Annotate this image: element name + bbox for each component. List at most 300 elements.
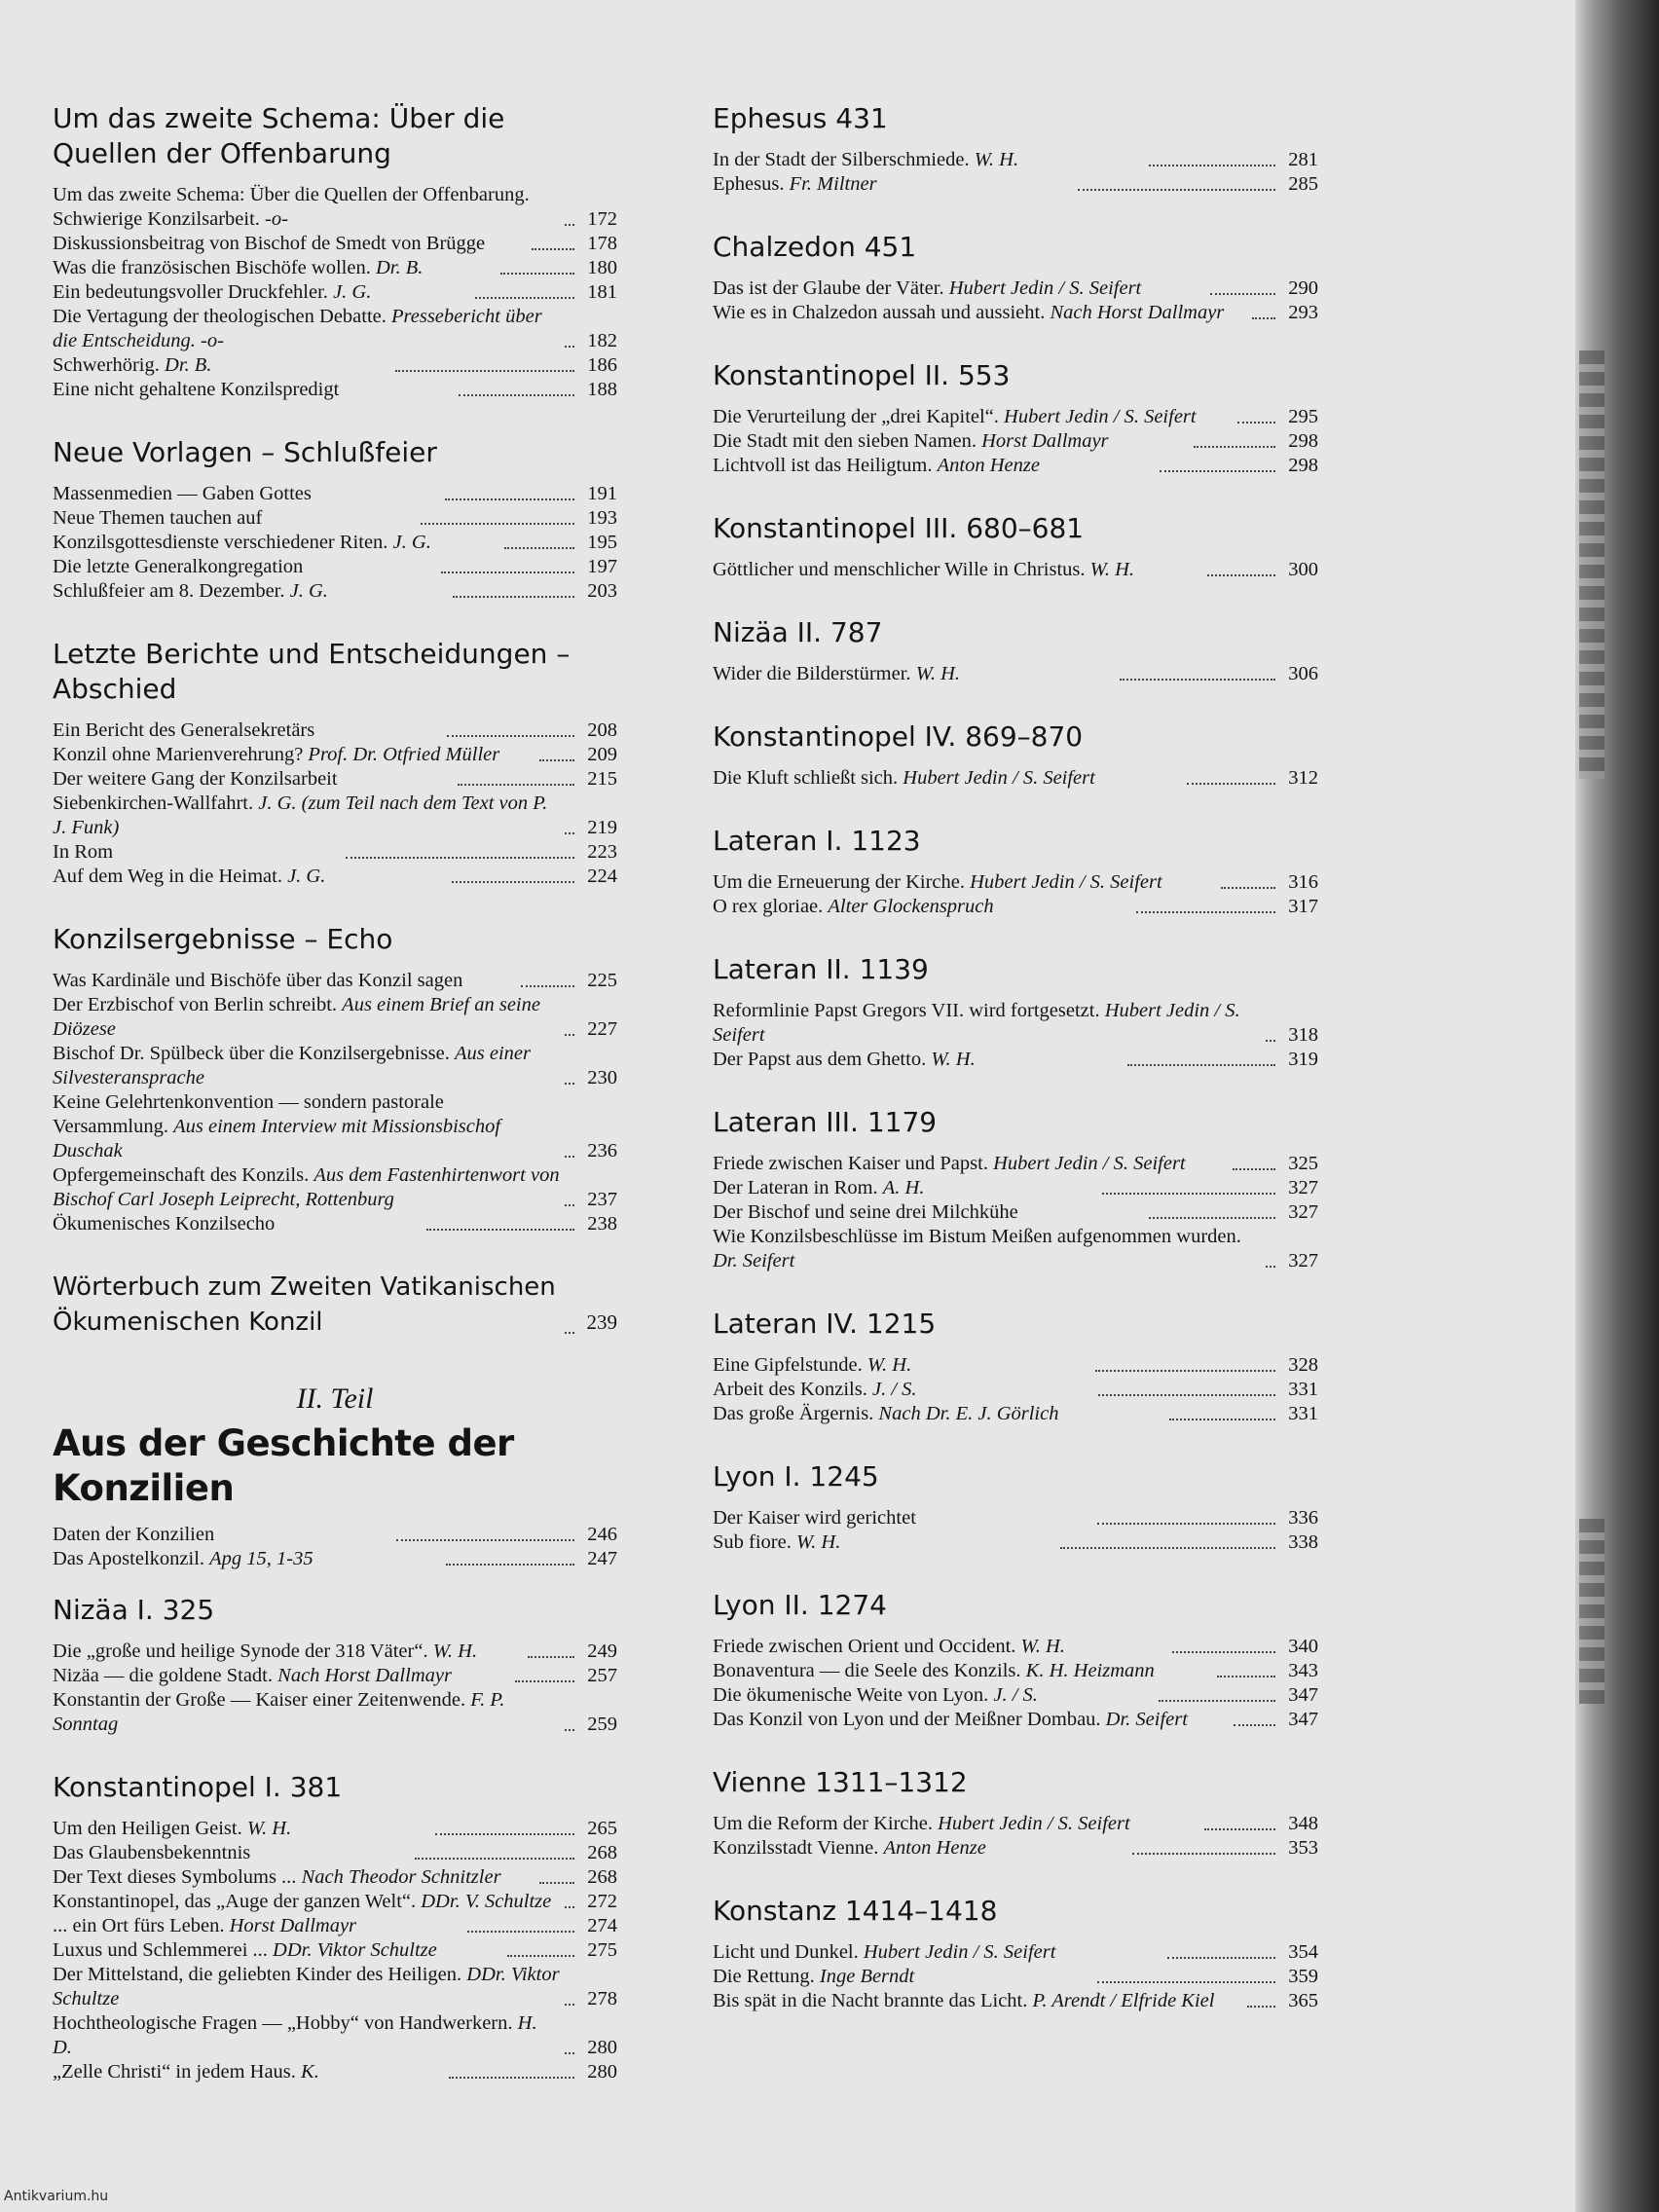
page-number: 318 xyxy=(1288,1024,1318,1046)
page-number: 347 xyxy=(1288,1709,1319,1730)
entry-author: Hubert Jedin / S. Seifert xyxy=(1004,406,1197,427)
page-number: 281 xyxy=(1288,149,1319,170)
section-heading: Lateran III. 1179 xyxy=(713,1106,938,1138)
page-number: 268 xyxy=(587,1842,617,1863)
entry-text xyxy=(713,1659,1213,1683)
page-number: 319 xyxy=(1288,1049,1319,1070)
entry-author: W. H. xyxy=(1089,559,1135,580)
toc-section xyxy=(713,1105,1318,1273)
page-number: 181 xyxy=(587,281,617,303)
toc-entry xyxy=(53,1817,617,1841)
page-number: 280 xyxy=(587,2061,618,2083)
toc-entry xyxy=(713,662,1318,686)
toc-entry xyxy=(53,183,617,232)
toc-entry xyxy=(713,1353,1318,1378)
page-number: 209 xyxy=(587,744,618,765)
leader-dots xyxy=(1149,1217,1275,1219)
entry-title: Konstantin der Große — Kaiser einer Zeitenwende. xyxy=(53,1689,466,1711)
entry-title: Der Lateran in Rom. xyxy=(713,1177,878,1198)
entry-title: Der Kaiser wird gerichtet xyxy=(713,1507,916,1529)
toc-section xyxy=(53,1593,617,1737)
leader-dots xyxy=(1266,1040,1275,1042)
entry-text xyxy=(53,531,500,555)
entry-author: K. H. Heizmann xyxy=(1025,1660,1155,1681)
entry-title: ... ein Ort fürs Leben. xyxy=(53,1915,225,1936)
page-number: 317 xyxy=(1288,896,1318,917)
toc-entry xyxy=(53,1090,617,1163)
toc-section xyxy=(713,358,1318,478)
entry-title: Friede zwischen Kaiser und Papst. xyxy=(713,1153,988,1174)
entry-text xyxy=(713,999,1262,1048)
entry-text xyxy=(713,558,1203,582)
page-number: 293 xyxy=(1288,302,1318,323)
entry-title: Bischof Dr. Spülbeck über die Konzilsergebnisse. xyxy=(53,1043,450,1064)
page-number: 331 xyxy=(1288,1403,1319,1424)
section-heading: Chalzedon 451 xyxy=(713,231,917,263)
leader-dots xyxy=(1210,293,1275,295)
page-number: 249 xyxy=(587,1641,617,1662)
entry-text xyxy=(713,1812,1200,1836)
leader-dots xyxy=(1194,446,1275,448)
page-number: 239 xyxy=(586,1310,617,1334)
entry-title: Die Kluft schließt sich. xyxy=(713,767,899,789)
leader-dots xyxy=(453,596,574,598)
page-number: 327 xyxy=(1288,1201,1318,1223)
book-spine xyxy=(1575,0,1659,2212)
entry-title: Neue Themen tauchen auf xyxy=(53,507,263,529)
leader-dots xyxy=(565,224,574,226)
page-number: 238 xyxy=(587,1213,618,1235)
toc-entry xyxy=(53,579,617,604)
entry-text xyxy=(53,1547,442,1571)
toc-entry xyxy=(713,1683,1318,1708)
page-number: 353 xyxy=(1288,1837,1319,1859)
entry-title: Auf dem Weg in die Heimat. xyxy=(53,866,282,887)
toc-entry xyxy=(713,999,1318,1048)
toc-entry xyxy=(713,1836,1318,1861)
entry-text xyxy=(53,1090,561,1163)
entry-author: DDr. Viktor Schultze xyxy=(273,1939,437,1961)
toc-section xyxy=(713,230,1318,325)
spine-lettering xyxy=(1579,1519,1604,1704)
leader-dots xyxy=(447,735,574,737)
toc-entry xyxy=(53,280,617,305)
entry-author: -o- xyxy=(265,208,288,230)
entry-text xyxy=(53,1688,561,1737)
page-number: 197 xyxy=(587,556,617,577)
toc-entry xyxy=(713,454,1318,478)
toc-entry xyxy=(713,148,1318,172)
entry-title: Die Stadt mit den sieben Namen. xyxy=(713,430,977,452)
toc-section xyxy=(713,952,1318,1072)
entry-author: Nach Horst Dallmayr xyxy=(277,1665,452,1686)
entry-author: Dr. B. xyxy=(375,257,424,278)
leader-dots xyxy=(1167,1957,1275,1959)
entry-title: Bis spät in die Nacht brannte das Licht. xyxy=(713,1990,1028,2011)
leader-dots xyxy=(1136,911,1275,913)
page-number: 188 xyxy=(587,379,617,400)
entry-author: Aus einer Silvesteransprache xyxy=(53,1043,531,1088)
entry-title: In Rom xyxy=(53,841,114,863)
leader-dots xyxy=(1160,470,1275,472)
leader-dots xyxy=(565,1729,574,1731)
toc-section xyxy=(713,824,1318,919)
section-heading: Ephesus 431 xyxy=(713,102,888,134)
leader-dots xyxy=(565,1906,574,1908)
entry-title: Das große Ärgernis. xyxy=(713,1403,874,1424)
leader-dots xyxy=(459,394,574,396)
leader-dots xyxy=(515,1680,574,1682)
entry-text xyxy=(53,353,391,378)
entry-author: Dr. Seifert xyxy=(1105,1709,1188,1730)
entry-author: J. G. xyxy=(289,580,328,602)
page-number: 343 xyxy=(1288,1660,1319,1681)
entry-author: H. D. xyxy=(53,2012,537,2058)
leader-dots xyxy=(521,985,574,987)
toc-entry xyxy=(53,378,617,402)
entry-title: Arbeit des Konzils. xyxy=(713,1379,867,1400)
page-number: 178 xyxy=(587,233,618,254)
leader-dots xyxy=(504,547,574,549)
toc-entry xyxy=(53,1640,617,1664)
toc-entry xyxy=(713,1989,1318,2013)
entry-title: Hochtheologische Fragen — „Hobby“ von Handwerkern. xyxy=(53,2012,513,2034)
entry-title: Das Apostelkonzil. xyxy=(53,1548,205,1569)
entry-title: Ein bedeutungsvoller Druckfehler. xyxy=(53,281,328,303)
entry-author: Hubert Jedin / S. Seifert xyxy=(993,1153,1186,1174)
leader-dots xyxy=(1120,679,1275,681)
toc-entry xyxy=(53,506,617,531)
leader-dots xyxy=(507,1955,574,1957)
entry-title: Konzilsstadt Vienne. xyxy=(713,1837,879,1859)
entry-text xyxy=(53,305,561,353)
toc-entry xyxy=(713,1225,1318,1273)
entry-title: Um die Reform der Kirche. xyxy=(713,1813,933,1834)
entry-text xyxy=(713,1176,1098,1200)
entry-text xyxy=(53,1890,561,1914)
entry-title: Was Kardinäle und Bischöfe über das Konzil sagen xyxy=(53,970,463,991)
page-number: 278 xyxy=(587,1988,617,2009)
toc-entry xyxy=(53,792,617,840)
page-number: 354 xyxy=(1288,1941,1318,1963)
entry-text xyxy=(713,172,1074,197)
page-number: 316 xyxy=(1288,871,1318,893)
entry-text xyxy=(53,378,455,402)
entry-title: Konzilsgottesdienste verschiedener Riten. xyxy=(53,532,388,553)
toc-section xyxy=(713,1307,1318,1426)
entry-author: Aus einem Brief an seine Diözese xyxy=(53,994,540,1040)
entry-author: Horst Dallmayr xyxy=(229,1915,357,1936)
page-number: 365 xyxy=(1288,1990,1318,2011)
entry-text xyxy=(53,993,561,1042)
toc-section xyxy=(713,1459,1318,1555)
leader-dots xyxy=(1247,2006,1275,2008)
entry-title: Luxus und Schlemmerei ... xyxy=(53,1939,268,1961)
entry-title: Die ökumenische Weite von Lyon. xyxy=(713,1684,989,1706)
leader-dots xyxy=(1237,422,1275,424)
entry-title: Konstantinopel, das „Auge der ganzen Welt“. xyxy=(53,1891,417,1912)
entry-text xyxy=(53,969,517,993)
toc-entry xyxy=(53,555,617,579)
leader-dots xyxy=(500,273,574,275)
toc-section xyxy=(53,637,617,889)
entry-author: Hubert Jedin / S. Seifert xyxy=(938,1813,1130,1834)
page-number: 247 xyxy=(587,1548,617,1569)
page-number: 272 xyxy=(587,1891,617,1912)
leader-dots xyxy=(539,1882,574,1884)
entry-title: Der Bischof und seine drei Milchkühe xyxy=(713,1201,1018,1223)
part-title: Aus der Geschichte der Konzilien xyxy=(53,1422,514,1509)
part-label: II. Teil xyxy=(296,1382,374,1415)
page-number: 186 xyxy=(587,354,617,376)
page-number: 306 xyxy=(1288,663,1318,684)
section-heading: Letzte Berichte und Entscheidungen – Abschied xyxy=(53,638,571,705)
entry-text xyxy=(53,1865,535,1890)
page-number: 182 xyxy=(587,330,617,351)
page-number: 193 xyxy=(587,507,617,529)
leader-dots xyxy=(449,2077,574,2079)
entry-author: W. H. xyxy=(246,1818,292,1839)
entry-title: Der Mittelstand, die geliebten Kinder des Heiligen. xyxy=(53,1964,462,1985)
toc-entry xyxy=(713,870,1318,895)
page-number: 327 xyxy=(1288,1250,1318,1272)
entry-title: Um den Heiligen Geist. xyxy=(53,1818,242,1839)
entry-author: P. Arendt / Elfride Kiel xyxy=(1032,1990,1215,2011)
entry-title: Die Vertagung der theologischen Debatte. xyxy=(53,306,387,327)
page-number: 295 xyxy=(1288,406,1319,427)
page-number: 236 xyxy=(587,1140,617,1161)
toc-entry xyxy=(713,276,1318,301)
page-number: 285 xyxy=(1288,173,1319,195)
entry-text xyxy=(713,1402,1165,1426)
entry-author: Hubert Jedin / S. Seifert xyxy=(970,871,1162,893)
toc-entry xyxy=(713,558,1318,582)
leader-dots xyxy=(346,857,574,859)
entry-text xyxy=(713,1048,1124,1072)
entry-title: „Zelle Christi“ in jedem Haus. xyxy=(53,2061,296,2083)
entry-title: Die Verurteilung der „drei Kapitel“. xyxy=(713,406,999,427)
page-number: 180 xyxy=(587,257,617,278)
page-number: 246 xyxy=(587,1524,617,1545)
entry-text xyxy=(713,148,1145,172)
toc-section xyxy=(713,101,1318,197)
entry-author: DDr. V. Schultze xyxy=(421,1891,552,1912)
toc-entry xyxy=(53,1523,617,1547)
leader-dots xyxy=(565,1332,574,1334)
entry-title: Der Text dieses Symbolums ... xyxy=(53,1866,297,1888)
leader-dots xyxy=(435,1833,574,1835)
entry-author: DDr. Viktor Schultze xyxy=(53,1964,560,2009)
toc-section xyxy=(713,1894,1318,2013)
page-number: 340 xyxy=(1288,1636,1319,1657)
page-number: 325 xyxy=(1288,1153,1319,1174)
section-heading: Konstantinopel II. 553 xyxy=(713,359,1011,391)
leader-dots xyxy=(539,759,574,761)
leader-dots xyxy=(1095,1370,1275,1372)
leader-dots xyxy=(1187,783,1275,785)
toc-entry xyxy=(53,353,617,378)
entry-text xyxy=(53,506,417,531)
entry-text xyxy=(53,183,561,232)
leader-dots xyxy=(565,1204,574,1206)
toc-entry xyxy=(53,840,617,865)
section-heading: Lyon II. 1274 xyxy=(713,1589,887,1621)
page-number: 290 xyxy=(1288,277,1319,299)
page-number: 298 xyxy=(1288,430,1319,452)
page-number: 327 xyxy=(1288,1177,1318,1198)
page-number: 338 xyxy=(1288,1531,1319,1553)
toc-entry xyxy=(53,1865,617,1890)
entry-title: O rex gloriae. xyxy=(713,896,824,917)
entry-text xyxy=(53,1841,411,1865)
entry-title: Opfergemeinschaft des Konzils. xyxy=(53,1164,310,1186)
entry-text xyxy=(713,1200,1145,1225)
toc-entry xyxy=(713,301,1318,325)
toc-entry xyxy=(713,1659,1318,1683)
entry-author: Inge Berndt xyxy=(819,1966,915,1987)
toc-section xyxy=(53,435,617,604)
leader-dots xyxy=(565,1034,574,1036)
entry-author: K. xyxy=(301,2061,319,2083)
page-number: 268 xyxy=(587,1866,617,1888)
leader-dots xyxy=(1078,189,1275,191)
entry-author: Aus einem Interview mit Missionsbischof Duschak xyxy=(53,1116,501,1161)
entry-text xyxy=(713,1225,1262,1273)
toc-entry xyxy=(713,405,1318,429)
entry-text xyxy=(713,405,1234,429)
section-heading: Konstantinopel IV. 869–870 xyxy=(713,720,1084,753)
page-number: 274 xyxy=(587,1915,617,1936)
entry-text xyxy=(713,1378,1094,1402)
leader-dots xyxy=(565,832,574,834)
entry-text xyxy=(53,719,443,743)
entry-text xyxy=(53,865,448,889)
leader-dots xyxy=(1102,1193,1275,1195)
leader-dots xyxy=(1266,1266,1275,1268)
leader-dots xyxy=(1217,1676,1275,1677)
entry-text xyxy=(713,1530,1056,1555)
leader-dots xyxy=(421,523,574,525)
entry-text xyxy=(713,429,1190,454)
entry-author: Prof. Dr. Otfried Müller xyxy=(308,744,500,765)
entry-author: Hubert Jedin / S. Seifert xyxy=(713,1000,1240,1046)
entry-author: Dr. Seifert xyxy=(713,1250,795,1272)
page-number: 328 xyxy=(1288,1354,1318,1376)
section-heading: Konzilsergebnisse – Echo xyxy=(53,923,393,955)
entry-author: Nach Dr. E. J. Görlich xyxy=(878,1403,1059,1424)
page-number: 227 xyxy=(587,1018,617,1040)
section-heading: Lateran IV. 1215 xyxy=(713,1308,937,1340)
section-heading: Konstantinopel III. 680–681 xyxy=(713,512,1085,544)
entry-text xyxy=(713,1940,1163,1965)
entry-title: Der Erzbischof von Berlin schreibt. xyxy=(53,994,338,1015)
entry-author: W. H. xyxy=(1020,1636,1065,1657)
toc-entry xyxy=(53,1547,617,1571)
page-number: 203 xyxy=(587,580,618,602)
leader-dots xyxy=(565,2052,574,2054)
page-number: 275 xyxy=(587,1939,618,1961)
toc-section xyxy=(53,922,617,1236)
entry-title: Bonaventura — die Seele des Konzils. xyxy=(713,1660,1021,1681)
entry-title: Daten der Konzilien xyxy=(53,1524,215,1545)
entry-text xyxy=(53,743,535,767)
entry-text xyxy=(53,232,528,256)
entry-title: Konzil ohne Marienverehrung? xyxy=(53,744,304,765)
entry-text xyxy=(53,1640,524,1664)
leader-dots xyxy=(395,370,574,372)
entry-title: Um das zweite Schema: Über die Quellen der Offenbarung. Schwierige Konzilsarbeit. xyxy=(53,184,530,230)
leader-dots xyxy=(1097,1523,1275,1525)
entry-author: Pressebericht über die Entscheidung. -o- xyxy=(53,306,542,351)
page-number: 331 xyxy=(1288,1379,1318,1400)
entry-title: Wider die Bilderstürmer. xyxy=(713,663,911,684)
toc-entry xyxy=(53,865,617,889)
toc-left-column xyxy=(53,101,617,2118)
section-heading: Konstanz 1414–1418 xyxy=(713,1895,998,1927)
dictionary-title: Wörterbuch zum Zweiten Vatikanischen Ökumenischen Konzil xyxy=(53,1272,556,1337)
toc-section xyxy=(713,511,1318,582)
page-number: 219 xyxy=(587,817,617,838)
entry-author: Hubert Jedin / S. Seifert xyxy=(863,1941,1056,1963)
leader-dots xyxy=(1221,887,1275,889)
entry-text xyxy=(53,1963,561,2011)
toc-section xyxy=(713,615,1318,686)
toc-entry xyxy=(53,743,617,767)
entry-text xyxy=(53,1817,431,1841)
entry-text xyxy=(713,766,1183,791)
page-number: 195 xyxy=(587,532,618,553)
entry-title: Massenmedien — Gaben Gottes xyxy=(53,483,312,504)
entry-text xyxy=(53,555,437,579)
entry-text xyxy=(713,301,1248,325)
entry-title: Das ist der Glaube der Väter. xyxy=(713,277,944,299)
entry-title: Um die Erneuerung der Kirche. xyxy=(713,871,965,893)
entry-title: Ökumenisches Konzilsecho xyxy=(53,1213,276,1235)
page-number: 336 xyxy=(1288,1507,1318,1529)
entry-text xyxy=(713,1836,1128,1861)
toc-section xyxy=(53,1770,617,2084)
page-number: 348 xyxy=(1288,1813,1318,1834)
toc-right-column xyxy=(713,101,1318,2046)
leader-dots xyxy=(1159,1700,1275,1702)
page-number: 259 xyxy=(587,1714,617,1735)
leader-dots xyxy=(565,1156,574,1158)
entry-text xyxy=(53,1042,561,1090)
watermark: Antikvarium.hu xyxy=(4,2189,109,2204)
entry-text xyxy=(53,1914,463,1938)
toc-entry xyxy=(713,1506,1318,1530)
page-number: 224 xyxy=(587,866,618,887)
toc-entry xyxy=(713,1048,1318,1072)
entry-title: Die letzte Generalkongregation xyxy=(53,556,304,577)
toc-entry xyxy=(53,993,617,1042)
entry-text xyxy=(713,1708,1230,1732)
entry-author: J. G. (zum Teil nach dem Text von P. J. Funk) xyxy=(53,793,548,838)
section-heading: Neue Vorlagen – Schlußfeier xyxy=(53,436,437,468)
toc-entry xyxy=(713,429,1318,454)
page-number: 237 xyxy=(587,1189,617,1210)
entry-author: Nach Theodor Schnitzler xyxy=(301,1866,501,1888)
entry-author: Nach Horst Dallmayr xyxy=(1050,302,1225,323)
toc-section xyxy=(713,719,1318,791)
section-heading: Lateran I. 1123 xyxy=(713,825,921,857)
entry-text xyxy=(713,1152,1229,1176)
leader-dots xyxy=(445,498,574,500)
dictionary-entry xyxy=(53,1270,617,1340)
entry-author: Anton Henze xyxy=(883,1837,986,1859)
entry-text xyxy=(713,895,1132,919)
entry-text xyxy=(53,280,471,305)
